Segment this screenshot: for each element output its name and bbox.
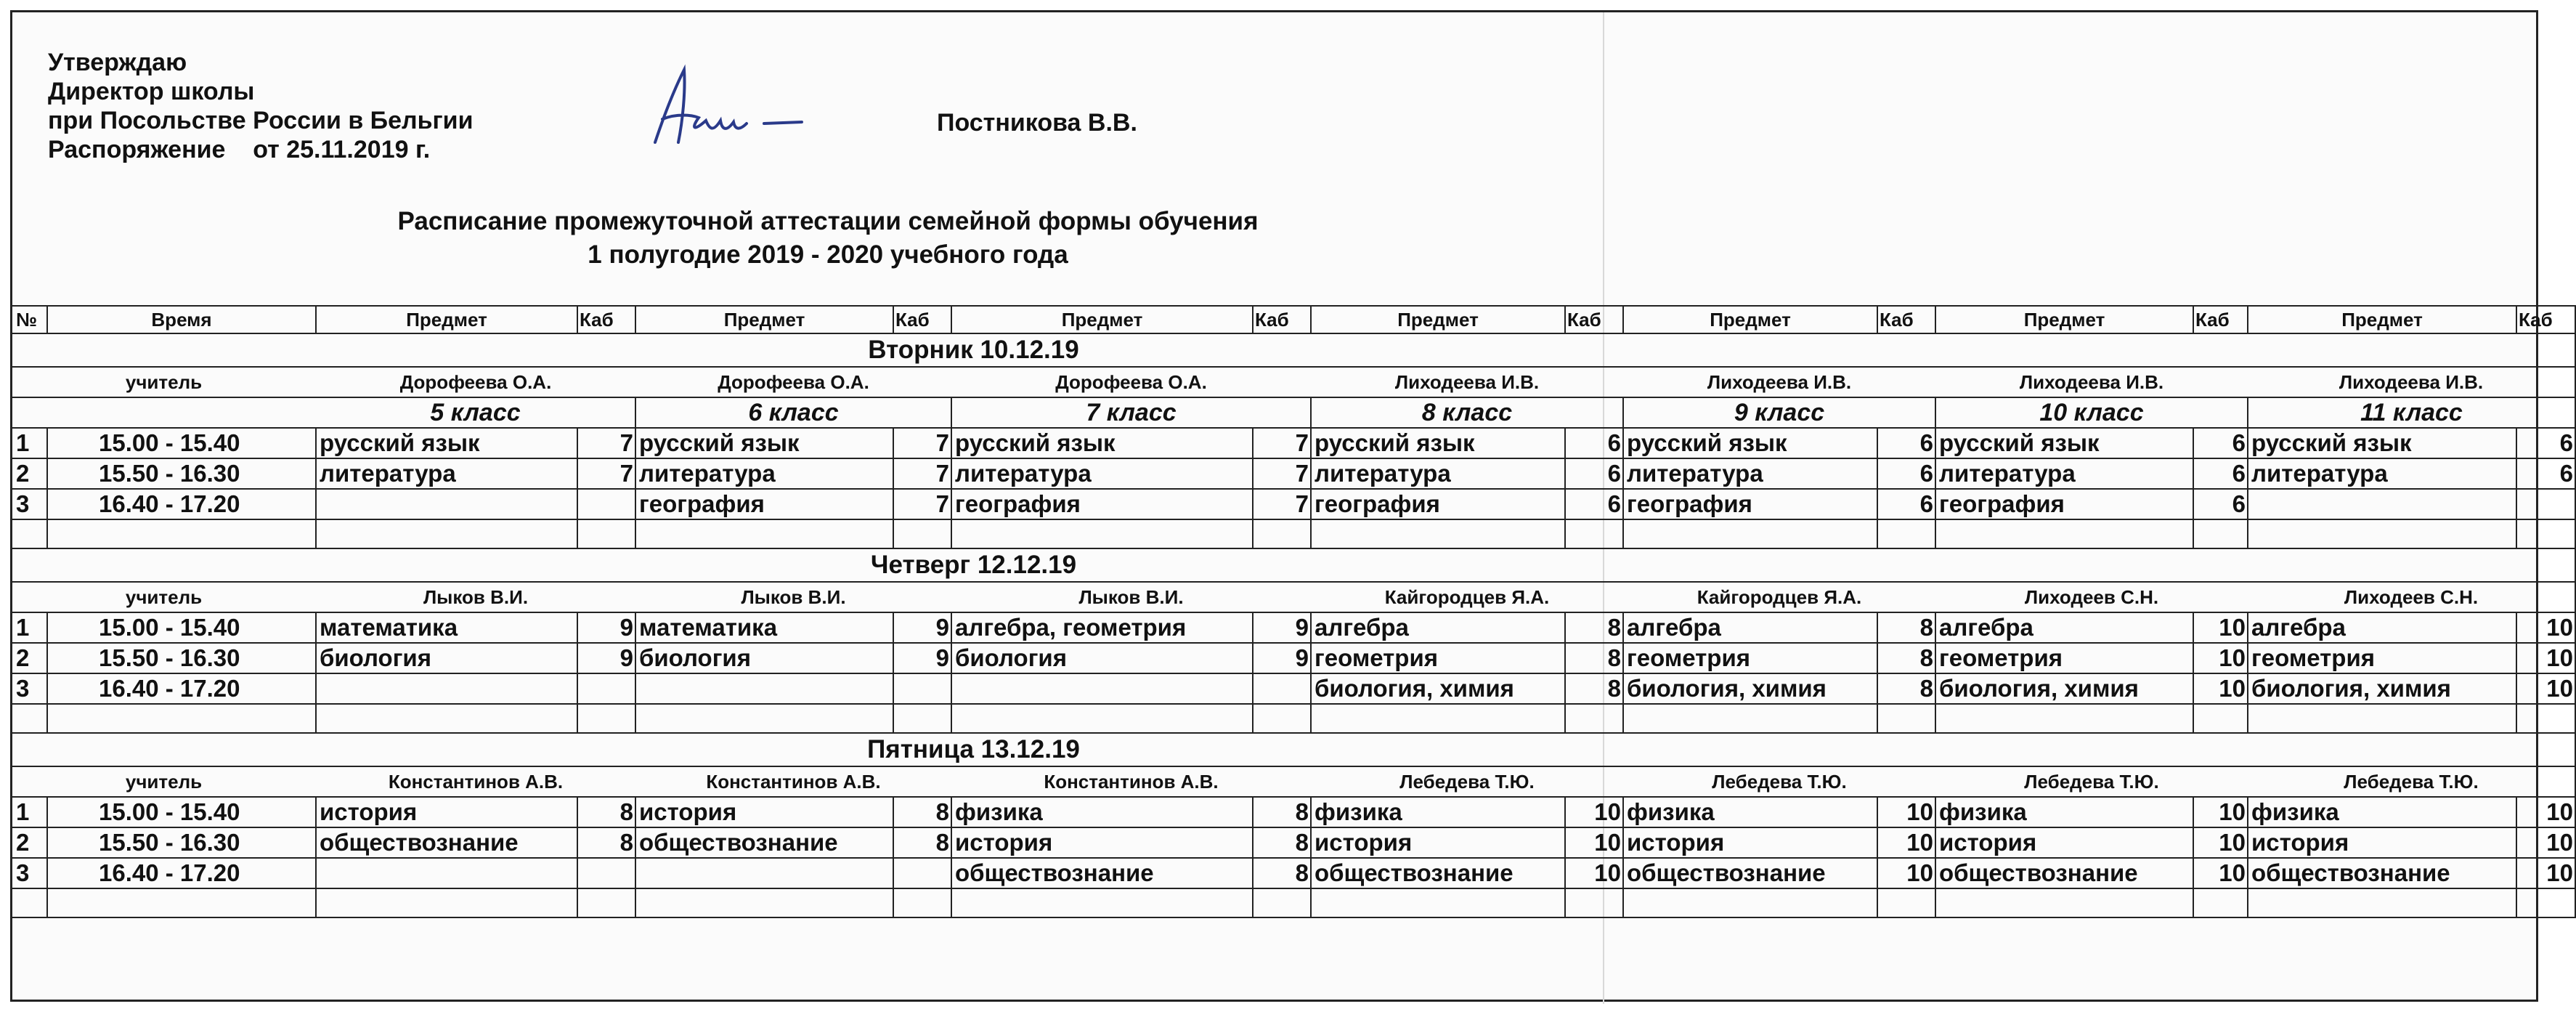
subject-cell: обществознание xyxy=(951,858,1253,888)
schedule-table xyxy=(10,305,2576,918)
room-cell xyxy=(2516,489,2575,519)
subject-cell: литература xyxy=(951,458,1253,489)
subject-cell: физика xyxy=(951,797,1253,827)
empty-cell xyxy=(577,888,635,917)
subject-cell: физика xyxy=(2248,797,2516,827)
empty-cell xyxy=(1311,519,1565,548)
header-subject: Предмет xyxy=(635,306,893,333)
empty-cell xyxy=(1877,704,1935,733)
lesson-time: 16.40 - 17.20 xyxy=(47,489,316,519)
empty-cell xyxy=(316,519,577,548)
room-cell: 8 xyxy=(1877,673,1935,704)
room-cell: 8 xyxy=(577,797,635,827)
header-subject: Предмет xyxy=(1623,306,1877,333)
empty-cell xyxy=(2516,704,2575,733)
room-cell: 9 xyxy=(1253,643,1311,673)
teacher-name: Лиходеев С.Н. xyxy=(1935,582,2248,612)
room-cell: 10 xyxy=(1877,858,1935,888)
room-cell xyxy=(577,673,635,704)
subject-cell: литература xyxy=(1623,458,1877,489)
room-cell: 8 xyxy=(1565,612,1623,643)
empty-cell xyxy=(951,519,1253,548)
room-cell: 6 xyxy=(1565,428,1623,458)
room-cell: 10 xyxy=(2516,673,2575,704)
lesson-time: 15.50 - 16.30 xyxy=(47,458,316,489)
subject-cell: литература xyxy=(1311,458,1565,489)
subject-cell xyxy=(2248,489,2516,519)
lesson-time: 15.00 - 15.40 xyxy=(47,428,316,458)
room-cell: 7 xyxy=(1253,458,1311,489)
subject-cell: биология, химия xyxy=(2248,673,2516,704)
empty-cell xyxy=(1565,888,1623,917)
room-cell: 10 xyxy=(1565,797,1623,827)
empty-cell xyxy=(635,704,893,733)
room-cell: 6 xyxy=(2193,489,2248,519)
header-subject: Предмет xyxy=(1311,306,1565,333)
subject-cell: география xyxy=(1935,489,2193,519)
lesson-time: 15.50 - 16.30 xyxy=(47,643,316,673)
subject-cell: обществознание xyxy=(1311,858,1565,888)
teacher-name: Лыков В.И. xyxy=(635,582,951,612)
teacher-name: Лебедева Т.Ю. xyxy=(2248,766,2575,797)
subject-cell: биология xyxy=(635,643,893,673)
teacher-label: учитель xyxy=(11,367,316,397)
room-cell: 10 xyxy=(2516,643,2575,673)
room-cell: 8 xyxy=(1565,643,1623,673)
header-kab: Каб xyxy=(893,306,951,333)
day-blank xyxy=(1935,733,2575,766)
subject-cell: география xyxy=(635,489,893,519)
header-num: № xyxy=(11,306,47,333)
room-cell: 8 xyxy=(1877,612,1935,643)
lesson-number: 2 xyxy=(11,643,47,673)
header-kab: Каб xyxy=(577,306,635,333)
empty-cell xyxy=(2193,704,2248,733)
room-cell: 10 xyxy=(2516,612,2575,643)
teacher-name: Лиходеева И.В. xyxy=(1311,367,1623,397)
subject-cell: физика xyxy=(1623,797,1877,827)
lesson-row xyxy=(11,827,2575,858)
empty-cell xyxy=(577,704,635,733)
approval-line: при Посольстве России в Бельгии xyxy=(48,107,474,134)
empty-cell xyxy=(11,704,47,733)
empty-cell xyxy=(1253,519,1311,548)
subject-cell xyxy=(635,673,893,704)
header-kab: Каб xyxy=(1565,306,1623,333)
empty-cell xyxy=(1565,519,1623,548)
lesson-time: 15.00 - 15.40 xyxy=(47,612,316,643)
grade-label: 7 класс xyxy=(951,397,1311,428)
room-cell: 7 xyxy=(893,428,951,458)
teacher-row xyxy=(11,367,2575,397)
empty-cell xyxy=(1311,888,1565,917)
empty-cell xyxy=(1877,519,1935,548)
room-cell: 7 xyxy=(577,428,635,458)
empty-cell xyxy=(893,888,951,917)
subject-cell: история xyxy=(1623,827,1877,858)
header-row xyxy=(11,306,2575,333)
lesson-number: 1 xyxy=(11,612,47,643)
room-cell: 7 xyxy=(1253,428,1311,458)
room-cell: 6 xyxy=(2516,428,2575,458)
room-cell: 8 xyxy=(1253,827,1311,858)
teacher-name: Кайгородцев Я.А. xyxy=(1311,582,1623,612)
room-cell: 8 xyxy=(893,827,951,858)
subject-cell: русский язык xyxy=(1623,428,1877,458)
grade-label: 5 класс xyxy=(316,397,635,428)
spacer-row xyxy=(11,519,2575,548)
subject-cell: физика xyxy=(1311,797,1565,827)
subject-cell: алгебра xyxy=(1311,612,1565,643)
subject-cell: литература xyxy=(316,458,577,489)
subject-cell: история xyxy=(635,797,893,827)
lesson-row xyxy=(11,673,2575,704)
empty-cell xyxy=(316,704,577,733)
empty-cell xyxy=(951,704,1253,733)
room-cell: 10 xyxy=(2516,858,2575,888)
grade-label: 9 класс xyxy=(1623,397,1935,428)
header-subject: Предмет xyxy=(316,306,577,333)
lesson-number: 3 xyxy=(11,673,47,704)
grade-row xyxy=(11,397,2575,428)
room-cell: 10 xyxy=(1565,827,1623,858)
empty-cell xyxy=(316,888,577,917)
subject-cell: география xyxy=(951,489,1253,519)
room-cell: 10 xyxy=(2516,827,2575,858)
subject-cell: физика xyxy=(1935,797,2193,827)
room-cell: 10 xyxy=(2193,797,2248,827)
subject-cell: русский язык xyxy=(316,428,577,458)
subject-cell: история xyxy=(951,827,1253,858)
room-cell: 10 xyxy=(2193,643,2248,673)
room-cell: 6 xyxy=(2516,458,2575,489)
approval-line: Распоряжение от 25.11.2019 г. xyxy=(48,136,431,163)
subject-cell xyxy=(316,489,577,519)
lesson-row xyxy=(11,489,2575,519)
subject-cell: математика xyxy=(635,612,893,643)
room-cell: 7 xyxy=(1253,489,1311,519)
subject-cell: биология, химия xyxy=(1311,673,1565,704)
room-cell: 8 xyxy=(1877,643,1935,673)
subject-cell: обществознание xyxy=(1623,858,1877,888)
teacher-label: учитель xyxy=(11,766,316,797)
empty-cell xyxy=(1623,888,1877,917)
lesson-number: 2 xyxy=(11,458,47,489)
subject-cell: русский язык xyxy=(1935,428,2193,458)
subject-cell: русский язык xyxy=(635,428,893,458)
lesson-time: 15.50 - 16.30 xyxy=(47,827,316,858)
approval-line: Утверждаю xyxy=(48,49,187,76)
room-cell: 9 xyxy=(1253,612,1311,643)
empty-cell xyxy=(2248,519,2516,548)
teacher-name: Кайгородцев Я.А. xyxy=(1623,582,1935,612)
room-cell: 6 xyxy=(1877,428,1935,458)
grade-label: 6 класс xyxy=(635,397,951,428)
room-cell: 10 xyxy=(2516,797,2575,827)
lesson-row xyxy=(11,428,2575,458)
empty-cell xyxy=(1935,888,2193,917)
day-row xyxy=(11,733,2575,766)
subject-cell: история xyxy=(2248,827,2516,858)
subject-cell: биология, химия xyxy=(1935,673,2193,704)
room-cell: 7 xyxy=(893,458,951,489)
lesson-row xyxy=(11,458,2575,489)
grade-label: 11 класс xyxy=(2248,397,2575,428)
teacher-name: Лыков В.И. xyxy=(951,582,1311,612)
subject-cell: обществознание xyxy=(635,827,893,858)
director-name: Постникова В.В. xyxy=(937,109,1137,137)
lesson-number: 3 xyxy=(11,858,47,888)
room-cell xyxy=(893,858,951,888)
teacher-name: Лиходеева И.В. xyxy=(2248,367,2575,397)
subject-cell: история xyxy=(316,797,577,827)
subject-cell: русский язык xyxy=(1311,428,1565,458)
empty-cell xyxy=(2516,519,2575,548)
subject-cell: литература xyxy=(635,458,893,489)
empty-cell xyxy=(1935,519,2193,548)
grade-label: 8 класс xyxy=(1311,397,1623,428)
lesson-number: 3 xyxy=(11,489,47,519)
subject-cell: геометрия xyxy=(2248,643,2516,673)
lesson-row xyxy=(11,643,2575,673)
empty-cell xyxy=(951,888,1253,917)
spacer-row xyxy=(11,888,2575,917)
room-cell: 9 xyxy=(577,643,635,673)
day-title: Вторник 10.12.19 xyxy=(11,333,1935,367)
empty-cell xyxy=(47,888,316,917)
day-title: Пятница 13.12.19 xyxy=(11,733,1935,766)
room-cell: 10 xyxy=(1877,827,1935,858)
subject-cell: алгебра, геометрия xyxy=(951,612,1253,643)
subject-cell: русский язык xyxy=(2248,428,2516,458)
room-cell: 9 xyxy=(577,612,635,643)
teacher-name: Лиходеева И.В. xyxy=(1935,367,2248,397)
empty-cell xyxy=(1623,519,1877,548)
room-cell xyxy=(577,489,635,519)
room-cell: 6 xyxy=(1877,489,1935,519)
subject-cell: обществознание xyxy=(316,827,577,858)
header-kab: Каб xyxy=(2516,306,2575,333)
empty-cell xyxy=(11,888,47,917)
subject-cell: история xyxy=(1311,827,1565,858)
empty-cell xyxy=(1253,704,1311,733)
subject-cell: геометрия xyxy=(1311,643,1565,673)
teacher-name: Константинов А.В. xyxy=(316,766,635,797)
subject-cell xyxy=(316,673,577,704)
approval-block xyxy=(48,48,474,164)
subject-cell: алгебра xyxy=(1623,612,1877,643)
day-row xyxy=(11,333,2575,367)
lesson-number: 1 xyxy=(11,797,47,827)
subject-cell: литература xyxy=(1935,458,2193,489)
approval-line: Директор школы xyxy=(48,78,255,105)
teacher-name: Дорофеева О.А. xyxy=(316,367,635,397)
empty-cell xyxy=(893,704,951,733)
empty-cell xyxy=(2248,704,2516,733)
header-subject: Предмет xyxy=(2248,306,2516,333)
empty-cell xyxy=(2516,888,2575,917)
lesson-time: 16.40 - 17.20 xyxy=(47,673,316,704)
room-cell: 6 xyxy=(2193,458,2248,489)
spacer-row xyxy=(11,704,2575,733)
room-cell: 6 xyxy=(1565,458,1623,489)
subject-cell: биология xyxy=(951,643,1253,673)
empty-cell xyxy=(1877,888,1935,917)
empty-cell xyxy=(1623,704,1877,733)
subject-cell xyxy=(635,858,893,888)
day-blank xyxy=(1935,548,2575,582)
teacher-name: Лыков В.И. xyxy=(316,582,635,612)
empty-cell xyxy=(635,888,893,917)
room-cell: 6 xyxy=(2193,428,2248,458)
room-cell xyxy=(1253,673,1311,704)
subject-cell: алгебра xyxy=(2248,612,2516,643)
header-kab: Каб xyxy=(1877,306,1935,333)
grade-blank xyxy=(11,397,316,428)
subject-cell: обществознание xyxy=(1935,858,2193,888)
room-cell: 10 xyxy=(2193,858,2248,888)
day-title: Четверг 12.12.19 xyxy=(11,548,1935,582)
room-cell: 8 xyxy=(1253,797,1311,827)
header-subject: Предмет xyxy=(951,306,1253,333)
subject-cell xyxy=(316,858,577,888)
empty-cell xyxy=(893,519,951,548)
lesson-time: 15.00 - 15.40 xyxy=(47,797,316,827)
lesson-number: 1 xyxy=(11,428,47,458)
subject-cell: биология xyxy=(316,643,577,673)
empty-cell xyxy=(1565,704,1623,733)
teacher-name: Лебедева Т.Ю. xyxy=(1935,766,2248,797)
subject-cell: русский язык xyxy=(951,428,1253,458)
empty-cell xyxy=(1311,704,1565,733)
teacher-name: Лиходеев С.Н. xyxy=(2248,582,2575,612)
teacher-name: Лиходеева И.В. xyxy=(1623,367,1935,397)
room-cell: 8 xyxy=(1565,673,1623,704)
room-cell: 9 xyxy=(893,612,951,643)
teacher-row xyxy=(11,766,2575,797)
room-cell: 10 xyxy=(1565,858,1623,888)
grade-label: 10 класс xyxy=(1935,397,2248,428)
header-kab: Каб xyxy=(1253,306,1311,333)
room-cell: 10 xyxy=(2193,673,2248,704)
room-cell: 7 xyxy=(577,458,635,489)
empty-cell xyxy=(1253,888,1311,917)
empty-cell xyxy=(11,519,47,548)
empty-cell xyxy=(2248,888,2516,917)
subject-cell: геометрия xyxy=(1935,643,2193,673)
lesson-row xyxy=(11,797,2575,827)
day-row xyxy=(11,548,2575,582)
signature-icon xyxy=(641,62,815,157)
room-cell: 8 xyxy=(893,797,951,827)
subject-cell: литература xyxy=(2248,458,2516,489)
title-line: Расписание промежуточной аттестации семейной формы обучения xyxy=(397,207,1259,235)
teacher-label: учитель xyxy=(11,582,316,612)
empty-cell xyxy=(577,519,635,548)
header-subject: Предмет xyxy=(1935,306,2193,333)
empty-cell xyxy=(1935,704,2193,733)
subject-cell: биология, химия xyxy=(1623,673,1877,704)
room-cell: 10 xyxy=(2193,612,2248,643)
subject-cell xyxy=(951,673,1253,704)
room-cell: 6 xyxy=(1877,458,1935,489)
empty-cell xyxy=(2193,888,2248,917)
subject-cell: геометрия xyxy=(1623,643,1877,673)
lesson-row xyxy=(11,612,2575,643)
room-cell: 9 xyxy=(893,643,951,673)
room-cell: 8 xyxy=(577,827,635,858)
room-cell: 7 xyxy=(893,489,951,519)
teacher-name: Лебедева Т.Ю. xyxy=(1311,766,1623,797)
subject-cell: обществознание xyxy=(2248,858,2516,888)
room-cell: 6 xyxy=(1565,489,1623,519)
empty-cell xyxy=(47,704,316,733)
empty-cell xyxy=(2193,519,2248,548)
room-cell: 10 xyxy=(1877,797,1935,827)
subject-cell: математика xyxy=(316,612,577,643)
title-line: 1 полугодие 2019 - 2020 учебного года xyxy=(588,240,1068,269)
teacher-row xyxy=(11,582,2575,612)
header-time: Время xyxy=(47,306,316,333)
teacher-name: Лебедева Т.Ю. xyxy=(1623,766,1935,797)
header-kab: Каб xyxy=(2193,306,2248,333)
subject-cell: история xyxy=(1935,827,2193,858)
subject-cell: алгебра xyxy=(1935,612,2193,643)
teacher-name: Константинов А.В. xyxy=(951,766,1311,797)
room-cell xyxy=(577,858,635,888)
teacher-name: Дорофеева О.А. xyxy=(951,367,1311,397)
empty-cell xyxy=(635,519,893,548)
teacher-name: Дорофеева О.А. xyxy=(635,367,951,397)
lesson-row xyxy=(11,858,2575,888)
page-title xyxy=(334,205,1322,272)
lesson-number: 2 xyxy=(11,827,47,858)
day-blank xyxy=(1935,333,2575,367)
teacher-name: Константинов А.В. xyxy=(635,766,951,797)
room-cell: 8 xyxy=(1253,858,1311,888)
room-cell: 10 xyxy=(2193,827,2248,858)
room-cell xyxy=(893,673,951,704)
subject-cell: география xyxy=(1623,489,1877,519)
lesson-time: 16.40 - 17.20 xyxy=(47,858,316,888)
subject-cell: география xyxy=(1311,489,1565,519)
empty-cell xyxy=(47,519,316,548)
